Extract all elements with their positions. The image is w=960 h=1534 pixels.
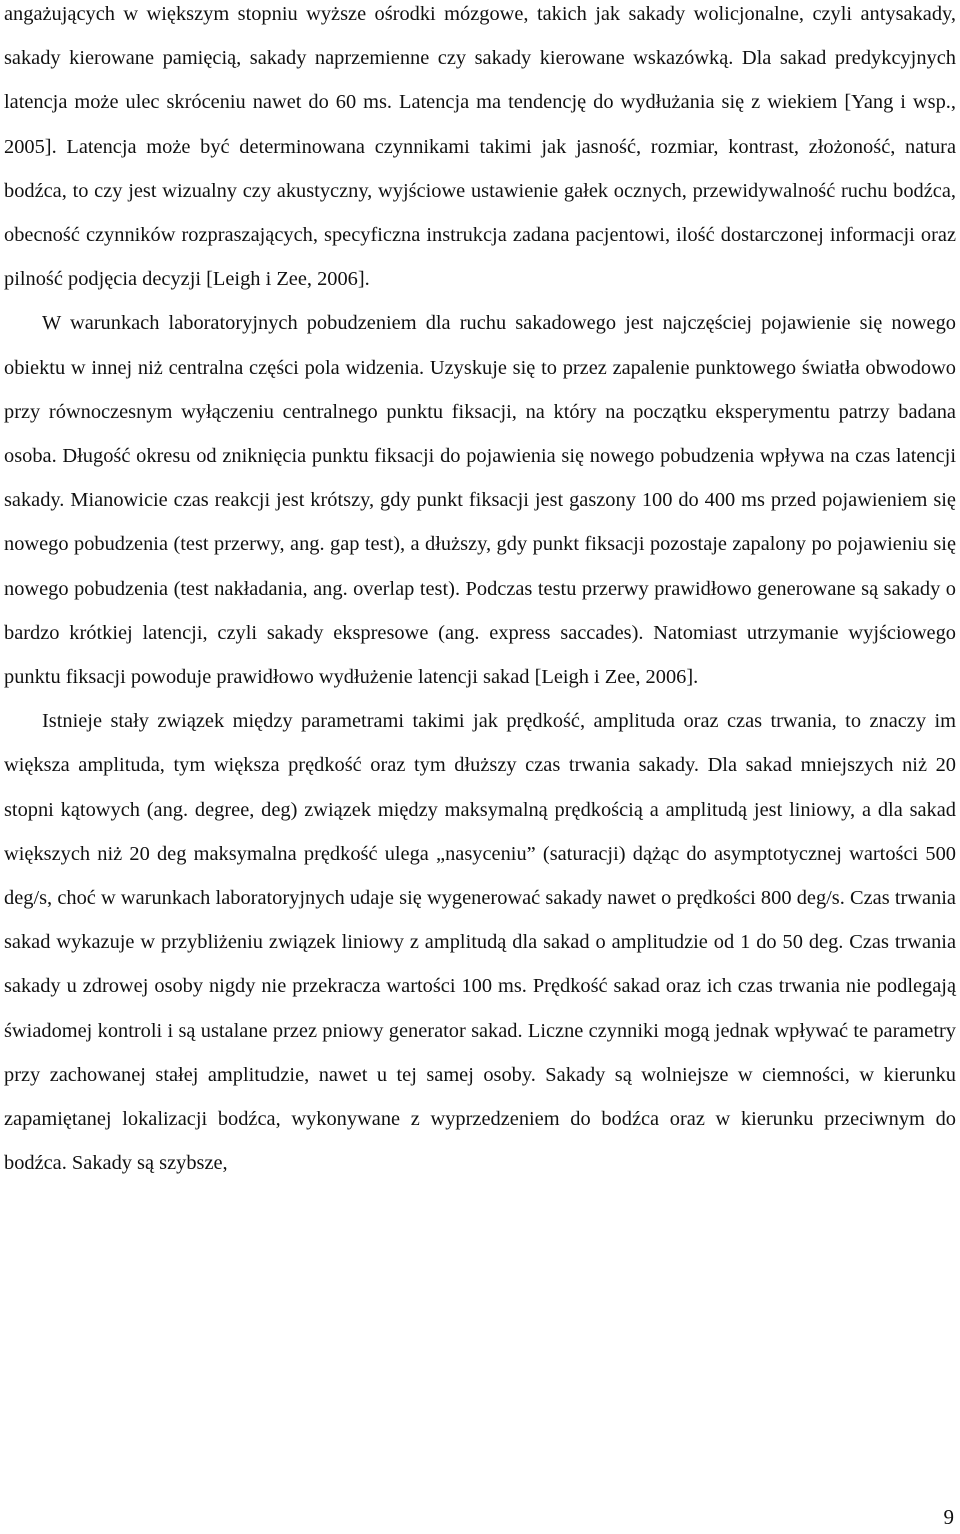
page-number: 9 — [943, 1505, 954, 1529]
paragraph-latency-continuation: angażujących w większym stopniu wyższe ośrodki mózgowe, takich jak sakady wolicjonalne, czyli antysakady, sakady kierowane pamięcią, sakady naprzemienne czy sakady kierowane wskazówką. Dla sakad predykcyjnych latencja może ulec skróceniu nawet do 60 ms. Latencja ma tendencję do wydłużania się z wiekiem [Yang i wsp., 2005]. Latencja może być determinowana czynnikami takimi jak jasność, rozmiar, kontrast, złożoność, natura bodźca, to czy jest wizualny czy akustyczny, wyjściowe ustawienie gałek ocznych, przewidywalność ruchu bodźca, obecność czynników rozpraszających, specyficzna instrukcja zadana pacjentowi, ilość dostarczonej informacji oraz pilność podjęcia decyzji [Leigh i Zee, 2006]. — [4, 3, 956, 291]
paragraph-laboratory-conditions: W warunkach laboratoryjnych pobudzeniem dla ruchu sakadowego jest najczęściej pojawienie się nowego obiektu w innej niż centralna części pola widzenia. Uzyskuje się to przez zapalenie punktowego światła obwodowo przy równoczesnym wyłączeniu centralnego punktu fiksacji, na który na początku eksperymentu patrzy badana osoba. Długość okresu od zniknięcia punktu fiksacji do pojawienia się nowego pobudzenia wpływa na czas latencji sakady. Mianowicie czas reakcji jest krótszy, gdy punkt fiksacji jest gaszony 100 do 400 ms przed pojawieniem się nowego pobudzenia (test przerwy, ang. gap test), a dłuższy, gdy punkt fiksacji pozostaje zapalony po pojawieniu się nowego pobudzenia (test nakładania, ang. overlap test). Podczas testu przerwy prawidłowo generowane są sakady o bardzo krótkiej latencji, czyli sakady ekspresowe (ang. express saccades). Natomiast utrzymanie wyjściowego punktu fiksacji powoduje prawidłowo wydłużenie latencji sakad [Leigh i Zee, 2006]. — [4, 312, 956, 689]
document-page — [4, 0, 956, 1185]
paragraph-main-sequence: Istnieje stały związek między parametrami takimi jak prędkość, amplituda oraz czas trwania, to znaczy im większa amplituda, tym większa prędkość oraz tym dłuższy czas trwania sakady. Dla sakad mniejszych niż 20 stopni kątowych (ang. degree, deg) związek między maksymalną prędkością a amplitudą jest liniowy, a dla sakad większych niż 20 deg maksymalna prędkość ulega „nasyceniu” (saturacji) dążąc do asymptotycznej wartości 500 deg/s, choć w warunkach laboratoryjnych udaje się wygenerować sakady nawet o prędkości 800 deg/s. Czas trwania sakad wykazuje w przybliżeniu związek liniowy z amplitudą dla sakad o amplitudzie od 1 do 50 deg. Czas trwania sakady u zdrowej osoby nigdy nie przekracza wartości 100 ms. Prędkość sakad oraz ich czas trwania nie podlegają świadomej kontroli i są ustalane przez pniowy generator sakad. Liczne czynniki mogą jednak wpływać te parametry przy zachowanej stałej amplitudzie, nawet u tej samej osoby. Sakady są wolniejsze w ciemności, w kierunku zapamiętanej lokalizacji bodźca, wykonywane z wyprzedzeniem do bodźca oraz w kierunku przeciwnym do bodźca. Sakady są szybsze, — [4, 710, 956, 1175]
